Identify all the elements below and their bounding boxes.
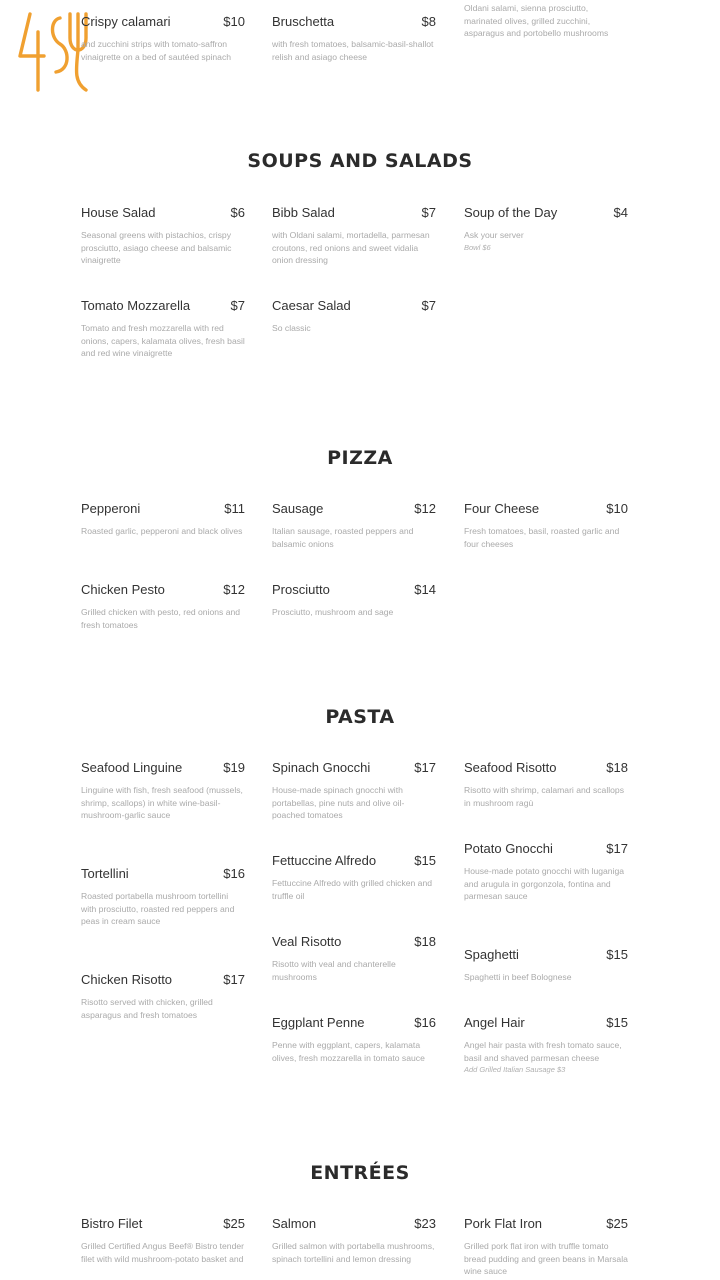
item-price: $25: [606, 1216, 628, 1231]
item-description: Risotto with veal and chanterelle mushrooms: [272, 959, 396, 982]
item-name: Pork Flat Iron: [464, 1216, 543, 1231]
item-price: $7: [230, 298, 245, 313]
section-title-pasta: PASTA: [325, 706, 395, 728]
item-name: Spinach Gnocchi: [272, 760, 371, 775]
item-price: $15: [606, 1015, 628, 1030]
item-description: House-made potato gnocchi with luganiga and arugula in gorgonzola, fontina and parmesan sauce: [464, 866, 625, 902]
item-name: Angel Hair: [464, 1015, 525, 1030]
item-price: $15: [606, 947, 628, 962]
item-description: and zucchini strips with tomato-saffron vinaigrette on a bed of sautéed spinach: [81, 39, 232, 62]
item-description: Tomato and fresh mozzarella with red onions, capers, kalamata olives, fresh basil and red wine vinaigrette: [81, 323, 245, 359]
item-price: $17: [414, 760, 436, 775]
item-description: Oldani salami, sienna prosciutto, marinated olives, grilled zucchini, asparagus and portobello mushrooms: [464, 3, 609, 39]
item-name: Bruschetta: [272, 14, 335, 29]
item-name: Soup of the Day: [464, 205, 558, 220]
item-name: Crispy calamari: [81, 14, 171, 29]
item-price: $11: [224, 501, 245, 516]
item-name: Prosciutto: [272, 582, 330, 597]
menu-item: [272, 14, 436, 63]
item-description: Risotto served with chicken, grilled asparagus and fresh tomatoes: [81, 997, 213, 1020]
item-description: with Oldani salami, mortadella, parmesan croutons, red onions and sweet vidalia onion dressing: [272, 230, 430, 266]
menu-item: [81, 1216, 245, 1265]
menu-item: [81, 298, 245, 360]
item-description: Fettuccine Alfredo with grilled chicken and truffle oil: [272, 878, 433, 901]
item-name: Seafood Linguine: [81, 760, 183, 775]
item-price: $10: [606, 501, 628, 516]
item-name: Pepperoni: [81, 501, 141, 516]
item-description: Linguine with fish, fresh seafood (mussels, shrimp, scallops) in white wine-basil-mushroom-garlic sauce: [81, 785, 243, 821]
item-price: $25: [223, 1216, 245, 1231]
menu-item: [272, 298, 436, 335]
menu-item: [464, 1015, 628, 1075]
menu-item: [464, 501, 628, 550]
item-description: So classic: [272, 323, 311, 333]
menu-item: [464, 760, 628, 809]
item-price: $7: [421, 298, 436, 313]
item-description: Penne with eggplant, capers, kalamata olives, fresh mozzarella in tomato sauce: [272, 1040, 425, 1063]
item-name: Tortellini: [81, 866, 129, 881]
item-name: Potato Gnocchi: [464, 841, 553, 856]
item-price: $7: [421, 205, 436, 220]
menu-item: [464, 1216, 628, 1278]
item-name: Fettuccine Alfredo: [272, 853, 377, 868]
item-description: Roasted garlic, pepperoni and black olives: [81, 526, 243, 536]
item-name: House Salad: [81, 205, 156, 220]
item-description: Risotto with shrimp, calamari and scallops in mushroom ragù: [464, 785, 624, 808]
item-price: $19: [223, 760, 245, 775]
item-price: $10: [223, 14, 245, 29]
item-description: Seasonal greens with pistachios, crispy prosciutto, asiago cheese and balsamic vinaigrette: [81, 230, 232, 266]
item-description: Grilled Certified Angus Beef® Bistro tender filet with wild mushroom-potato basket and: [81, 1241, 245, 1264]
item-name: Caesar Salad: [272, 298, 351, 313]
menu-item: [464, 841, 628, 903]
menu-item: [272, 205, 436, 267]
item-name: Chicken Pesto: [81, 582, 165, 597]
item-description: with fresh tomatoes, balsamic-basil-shallot relish and asiago cheese: [272, 39, 434, 62]
menu-item: [81, 972, 245, 1021]
menu-item: [81, 501, 245, 538]
item-name: Seafood Risotto: [464, 760, 557, 775]
menu-item: [272, 853, 436, 902]
menu-item: [272, 934, 436, 983]
item-price: $18: [414, 934, 436, 949]
item-price: $15: [414, 853, 436, 868]
section-title-soups-and-salads: SOUPS AND SALADS: [247, 150, 473, 172]
menu-item: [81, 14, 245, 63]
item-description: Italian sausage, roasted peppers and balsamic onions: [272, 526, 414, 549]
item-description: Grilled chicken with pesto, red onions and fresh tomatoes: [81, 607, 241, 630]
item-description: Ask your server: [464, 230, 524, 240]
item-note: Bowl $6: [464, 242, 491, 252]
menu-item: [464, 205, 628, 253]
item-name: Spaghetti: [464, 947, 519, 962]
item-price: $16: [414, 1015, 436, 1030]
item-price: $12: [223, 582, 245, 597]
item-price: $17: [223, 972, 245, 987]
item-price: $17: [606, 841, 628, 856]
item-name: Bistro Filet: [81, 1216, 143, 1231]
item-name: Four Cheese: [464, 501, 540, 516]
item-price: $23: [414, 1216, 436, 1231]
item-price: $14: [414, 582, 436, 597]
item-description: Prosciutto, mushroom and sage: [272, 607, 394, 617]
item-price: $6: [230, 205, 245, 220]
item-description: Roasted portabella mushroom tortellini with prosciutto, roasted red peppers and peas in cream sauce: [81, 891, 235, 927]
item-name: Tomato Mozzarella: [81, 298, 191, 313]
menu-item: [272, 760, 436, 822]
item-description: Angel hair pasta with fresh tomato sauce, basil and shaved parmesan cheese: [464, 1040, 622, 1063]
menu-item: [81, 866, 245, 928]
section-title-entrees: ENTRÉES: [310, 1162, 410, 1184]
menu-item: [272, 1216, 436, 1265]
menu-item: [272, 501, 436, 550]
menu-item: [464, 947, 628, 984]
item-name: Sausage: [272, 501, 324, 516]
menu-item: [272, 1015, 436, 1064]
item-note: Add Grilled Italian Sausage $3: [464, 1065, 566, 1075]
item-price: $18: [606, 760, 628, 775]
item-description: Grilled salmon with portabella mushrooms, spinach tortellini and lemon dressing: [272, 1241, 435, 1264]
item-name: Veal Risotto: [272, 934, 342, 949]
section-title-pizza: PIZZA: [327, 447, 393, 469]
item-description: Grilled pork flat iron with truffle tomato bread pudding and green beans in Marsala wine sauce: [464, 1241, 628, 1277]
menu-item: [81, 760, 245, 822]
item-price: $16: [223, 866, 245, 881]
item-price: $8: [421, 14, 436, 29]
menu-item: [272, 582, 436, 619]
item-name: Salmon: [272, 1216, 317, 1231]
item-price: $4: [613, 205, 628, 220]
item-name: Chicken Risotto: [81, 972, 173, 987]
item-description: Fresh tomatoes, basil, roasted garlic and four cheeses: [464, 526, 620, 549]
item-price: $12: [414, 501, 436, 516]
menu-item: [81, 582, 245, 631]
item-description: House-made spinach gnocchi with portabellas, pine nuts and olive oil-poached tomatoes: [272, 785, 405, 821]
menu-item: [464, 2, 628, 40]
item-name: Eggplant Penne: [272, 1015, 365, 1030]
fork-knife-logo-icon[interactable]: [16, 10, 90, 94]
item-description: Spaghetti in beef Bolognese: [464, 972, 572, 982]
menu-item: [81, 205, 245, 267]
item-name: Bibb Salad: [272, 205, 335, 220]
